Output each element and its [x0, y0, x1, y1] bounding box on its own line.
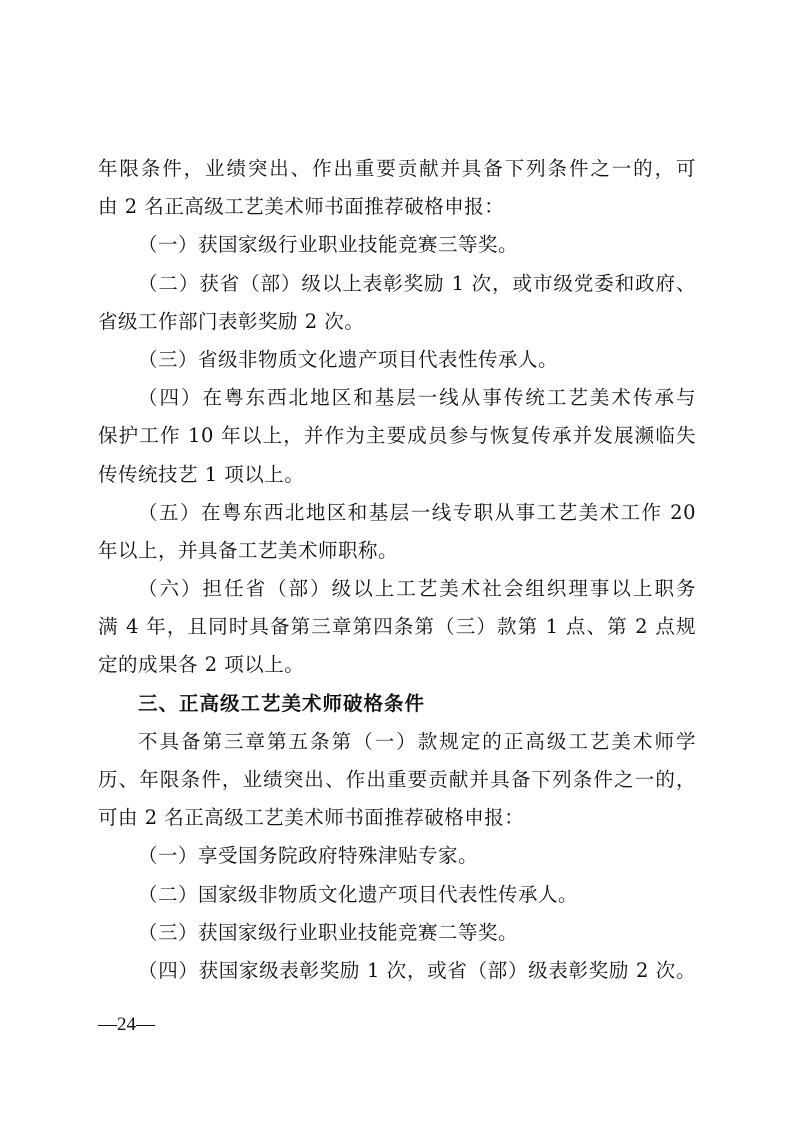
text-line: （二）国家级非物质文化遗产项目代表性传承人。	[138, 882, 579, 906]
text-line: 历、年限条件，业绩突出、作出重要贡献并具备下列条件之一的，	[98, 768, 696, 791]
text-line: （六）担任省（部）级以上工艺美术社会组织理事以上职务	[138, 577, 696, 601]
text-line: 年限条件，业绩突出、作出重要贡献并具备下列条件之一的，可	[98, 157, 696, 180]
text-line: （四）在粤东西北地区和基层一线从事传统工艺美术传承与	[138, 386, 696, 410]
text-line: 不具备第三章第五条第（一）款规定的正高级工艺美术师学	[138, 729, 696, 753]
text-line: （一）享受国务院政府特殊津贴专家。	[138, 844, 479, 868]
text-line: 由 2 名正高级工艺美术师书面推荐破格申报：	[98, 195, 505, 219]
page-number: —24—	[98, 1014, 155, 1035]
text-line: 省级工作部门表彰奖励 2 次。	[98, 309, 365, 333]
text-line: （二）获省（部）级以上表彰奖励 1 次，或市级党委和政府、	[138, 271, 696, 295]
text-line: （四）获国家级表彰奖励 1 次，或省（部）级表彰奖励 2 次。	[138, 958, 696, 982]
text-line: 保护工作 10 年以上，并作为主要成员参与恢复传承并发展濒临失	[98, 424, 696, 448]
text-line: 满 4 年，且同时具备第三章第四条第（三）款第 1 点、第 2 点规	[98, 615, 696, 639]
text-line: 定的成果各 2 项以上。	[98, 653, 305, 677]
text-line: 传传统技艺 1 项以上。	[98, 462, 305, 486]
text-line: （三）省级非物质文化遗产项目代表性传承人。	[138, 347, 559, 371]
text-line: （一）获国家级行业职业技能竞赛三等奖。	[138, 233, 519, 257]
text-line: 可由 2 名正高级工艺美术师书面推荐破格申报：	[98, 806, 525, 830]
body-text	[98, 150, 696, 990]
text-line: （五）在粤东西北地区和基层一线专职从事工艺美术工作 20	[138, 500, 696, 524]
text-line: 年以上，并具备工艺美术师职称。	[98, 538, 399, 562]
text-line: （三）获国家级行业职业技能竞赛二等奖。	[138, 920, 519, 944]
section-heading: 三、正高级工艺美术师破格条件	[138, 691, 426, 715]
